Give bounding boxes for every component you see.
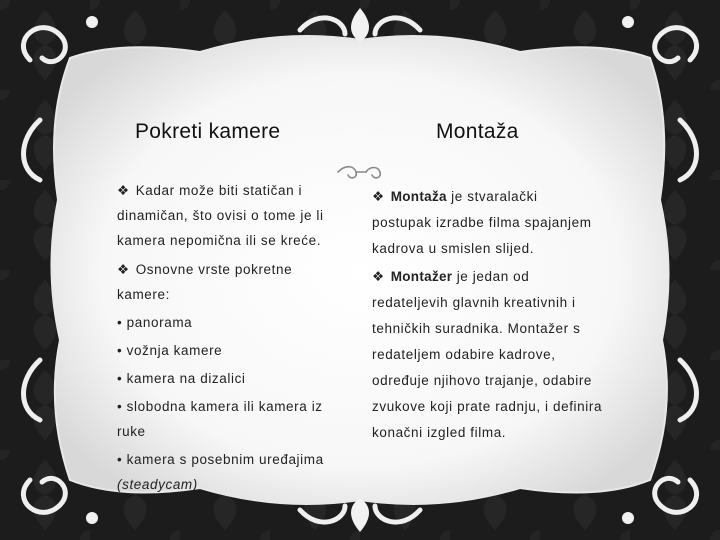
left-line-6: • panorama bbox=[117, 315, 193, 330]
right-line-3: kadrova u smislen slijed. bbox=[372, 241, 535, 256]
right-line-9: zvukove koji prate radnju, i definira bbox=[372, 399, 603, 414]
left-line-10: ruke bbox=[117, 424, 146, 439]
left-line-7: • vožnja kamere bbox=[117, 343, 223, 358]
right-line-6: tehničkih suradnika. Montažer s bbox=[372, 321, 581, 336]
left-line-2: dinamičan, što ovisi o tome je li bbox=[117, 208, 324, 223]
right-line-10: konačni izgled filma. bbox=[372, 425, 507, 440]
diamond-bullet-icon: ❖ bbox=[117, 183, 130, 198]
diamond-bullet-icon: ❖ bbox=[372, 269, 385, 284]
left-line-8: • kamera na dizalici bbox=[117, 371, 246, 386]
diamond-bullet-icon: ❖ bbox=[117, 262, 130, 277]
left-column-title: Pokreti kamere bbox=[135, 120, 281, 143]
right-line-2: postupak izradbe filma spajanjem bbox=[372, 215, 592, 230]
left-column-text bbox=[117, 178, 347, 497]
left-line-3: kamera nepomična ili se kreće. bbox=[117, 233, 322, 248]
left-line-5: kamere: bbox=[117, 287, 170, 302]
left-line-11: • kamera s posebnim uređajima bbox=[117, 452, 324, 467]
right-line-1: ❖ Montaža je stvaralački bbox=[372, 189, 538, 204]
left-line-12: (steadycam) bbox=[117, 477, 198, 492]
right-column-text bbox=[372, 184, 622, 446]
diamond-bullet-icon: ❖ bbox=[372, 189, 385, 204]
right-line-5: redateljevih glavnih kreativnih i bbox=[372, 295, 576, 310]
left-line-9: • slobodna kamera ili kamera iz bbox=[117, 399, 323, 414]
left-line-4: ❖ Osnovne vrste pokretne bbox=[117, 262, 293, 277]
right-line-7: redateljem odabire kadrove, bbox=[372, 347, 556, 362]
right-line-8: određuje njihovo trajanje, odabire bbox=[372, 373, 593, 388]
right-column-title: Montaža bbox=[436, 120, 519, 143]
left-line-1: ❖ Kadar može biti statičan i bbox=[117, 183, 303, 198]
right-line-4: ❖ Montažer je jedan od bbox=[372, 269, 530, 284]
